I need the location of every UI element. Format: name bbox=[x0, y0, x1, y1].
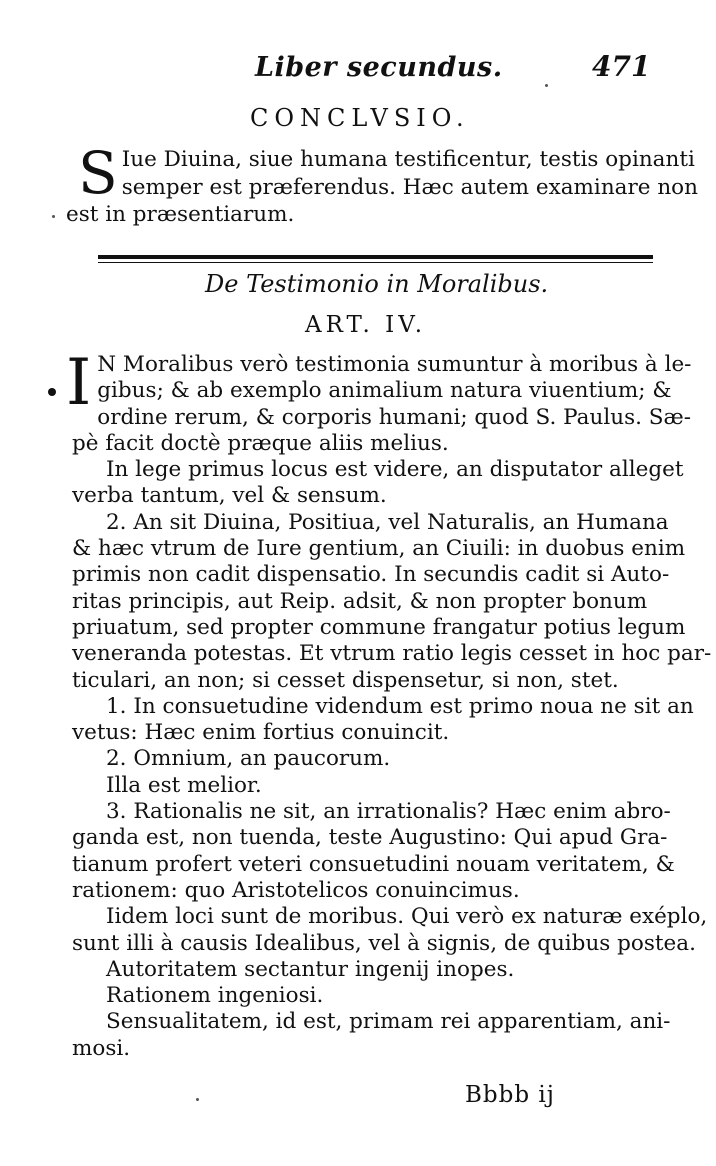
body-line: Iidem loci sunt de moribus. Qui verò ex naturæ exéplo, bbox=[106, 904, 708, 930]
body-line: verba tantum, vel & sensum. bbox=[72, 483, 387, 509]
body-line: ticulari, an non; si cesset dispensetur, si non, stet. bbox=[72, 667, 619, 693]
running-head: Liber secundus. bbox=[255, 52, 503, 83]
body-line: In lege primus locus est videre, an disputator alleget bbox=[106, 457, 684, 483]
article-number: ART. IV. bbox=[305, 312, 427, 338]
section-rule-thick bbox=[98, 255, 653, 259]
body-line: vetus: Hæc enim fortius conuincit. bbox=[72, 720, 450, 746]
body-line: primis non cadit dispensatio. In secundis cadit si Auto- bbox=[72, 562, 670, 588]
body-dropcap: I bbox=[66, 346, 92, 420]
body-line: veneranda potestas. Et vtrum ratio legis cesset in hoc par- bbox=[72, 641, 712, 667]
body-line: N Moralibus verò testimonia sumuntur à moribus à le- bbox=[97, 352, 692, 377]
conclusio-dropcap: S bbox=[78, 139, 118, 207]
conclusio-heading: CONCLVSIO. bbox=[250, 104, 470, 132]
body-line: Rationem ingeniosi. bbox=[106, 983, 324, 1009]
margin-mark bbox=[48, 388, 56, 396]
body-line: 1. In consuetudine videndum est primo noua ne sit an bbox=[106, 693, 694, 719]
body-line: 2. Omnium, an paucorum. bbox=[106, 746, 391, 772]
ink-speck bbox=[52, 215, 55, 218]
page-number: 471 bbox=[592, 50, 651, 83]
conclusio-paragraph bbox=[66, 139, 698, 229]
conclusio-line: semper est præferendus. Hæc autem examinare non bbox=[121, 174, 698, 200]
body-line: mosi. bbox=[72, 1035, 131, 1061]
body-line: priuatum, sed propter commune frangatur potius legum bbox=[72, 614, 686, 640]
body-line: ordine rerum, & corporis humani; quod S. Paulus. Sæ- bbox=[97, 404, 691, 430]
ink-speck bbox=[545, 84, 548, 87]
section-title: De Testimonio in Moralibus. bbox=[205, 270, 549, 298]
body-line: Sensualitatem, id est, primam rei apparentiam, ani- bbox=[106, 1009, 671, 1035]
section-rule-thin bbox=[98, 262, 653, 263]
body-line: ritas principis, aut Reip. adsit, & non propter bonum bbox=[72, 588, 648, 614]
body-line: Illa est melior. bbox=[106, 772, 262, 798]
body-line: ganda est, non tuenda, teste Augustino: Qui apud Gra- bbox=[72, 825, 668, 851]
body-line: tianum profert veteri consuetudini nouam veritatem, & bbox=[72, 851, 675, 877]
ink-speck bbox=[196, 1098, 199, 1101]
body-line: rationem: quo Aristotelicos conuincimus. bbox=[72, 877, 520, 903]
body-line: sunt illi à causis Idealibus, vel à signis, de quibus postea. bbox=[72, 930, 696, 956]
body-line: gibus; & ab exemplo animalium natura viuentium; & bbox=[97, 378, 672, 404]
body-line: 3. Rationalis ne sit, an irrationalis? Hæc enim abro- bbox=[106, 799, 671, 825]
body-line: & hæc vtrum de Iure gentium, an Ciuili: in duobus enim bbox=[72, 536, 686, 562]
conclusio-line: est in præsentiarum. bbox=[66, 202, 295, 227]
conclusio-line: Iue Diuina, siue humana testificentur, testis opinanti bbox=[121, 147, 695, 172]
body-text bbox=[66, 346, 712, 1062]
signature-mark: Bbbb ij bbox=[465, 1082, 555, 1108]
body-line: Autoritatem sectantur ingenij inopes. bbox=[106, 956, 515, 982]
body-line: pè facit doctè præque aliis melius. bbox=[72, 430, 449, 456]
body-line: 2. An sit Diuina, Positiua, vel Naturalis, an Humana bbox=[106, 509, 669, 535]
